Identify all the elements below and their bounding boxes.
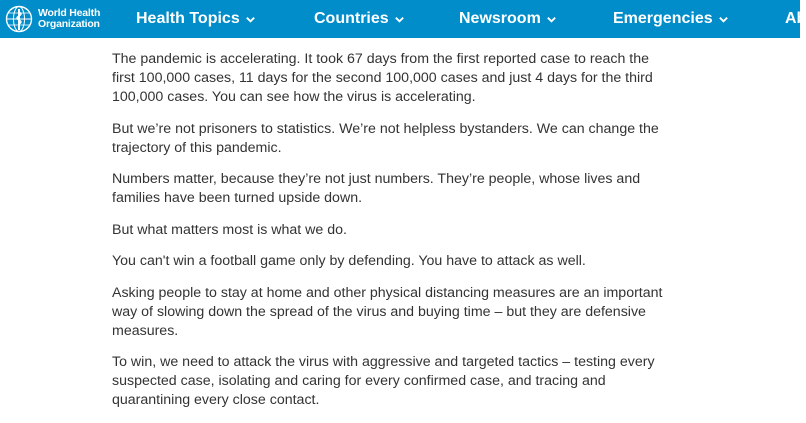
article-paragraph: But we’re not prisoners to statistics. We’re not helpless bystanders. We can change the trajectory of this pandemic. — [112, 120, 659, 156]
logo-line-1: World Health — [38, 7, 101, 19]
who-logo[interactable] — [4, 3, 100, 35]
logo-line-2: Organization — [38, 18, 100, 30]
nav-newsroom[interactable] — [459, 0, 557, 38]
nav-countries[interactable] — [314, 0, 405, 38]
nav-emergencies-label: Emergencies — [613, 10, 713, 27]
article-paragraph: Asking people to stay at home and other physical distancing measures are an important way of slowing down the spread of the virus and buying time – but they are defensive measures. — [112, 284, 663, 339]
chevron-down-icon — [546, 14, 557, 25]
logo-text — [38, 8, 100, 30]
article-paragraph: The pandemic is accelerating. It took 67 days from the first reported case to reach the first 100,000 cases, 11 days for the second 100,000 cases and just 4 days for the third 100,000 cases. You can see how the virus is accelerating. — [112, 51, 653, 105]
chevron-down-icon — [394, 14, 405, 25]
article-paragraph: Numbers matter, because they’re not just numbers. They’re people, whose lives and families have been turned upside down. — [112, 171, 641, 206]
nav-about-label: Ab — [785, 10, 806, 27]
nav-countries-label: Countries — [314, 10, 389, 27]
nav-health-topics[interactable] — [136, 0, 256, 38]
chevron-down-icon — [245, 14, 256, 25]
chevron-down-icon — [718, 14, 729, 25]
nav-emergencies[interactable] — [613, 0, 729, 38]
who-emblem-icon — [4, 4, 34, 34]
article-body — [112, 50, 672, 423]
article-paragraph: You can't win a football game only by defending. You have to attack as well. — [112, 253, 586, 269]
top-navbar — [0, 0, 806, 38]
nav-newsroom-label: Newsroom — [459, 10, 541, 27]
nav-about[interactable] — [785, 0, 806, 38]
nav-health-topics-label: Health Topics — [136, 10, 240, 27]
article-paragraph: To win, we need to attack the virus with aggressive and targeted tactics – testing every suspected case, isolating and caring for every confirmed case, and tracing and quarantining every close contact. — [112, 354, 655, 408]
article-paragraph: But what matters most is what we do. — [112, 221, 347, 238]
